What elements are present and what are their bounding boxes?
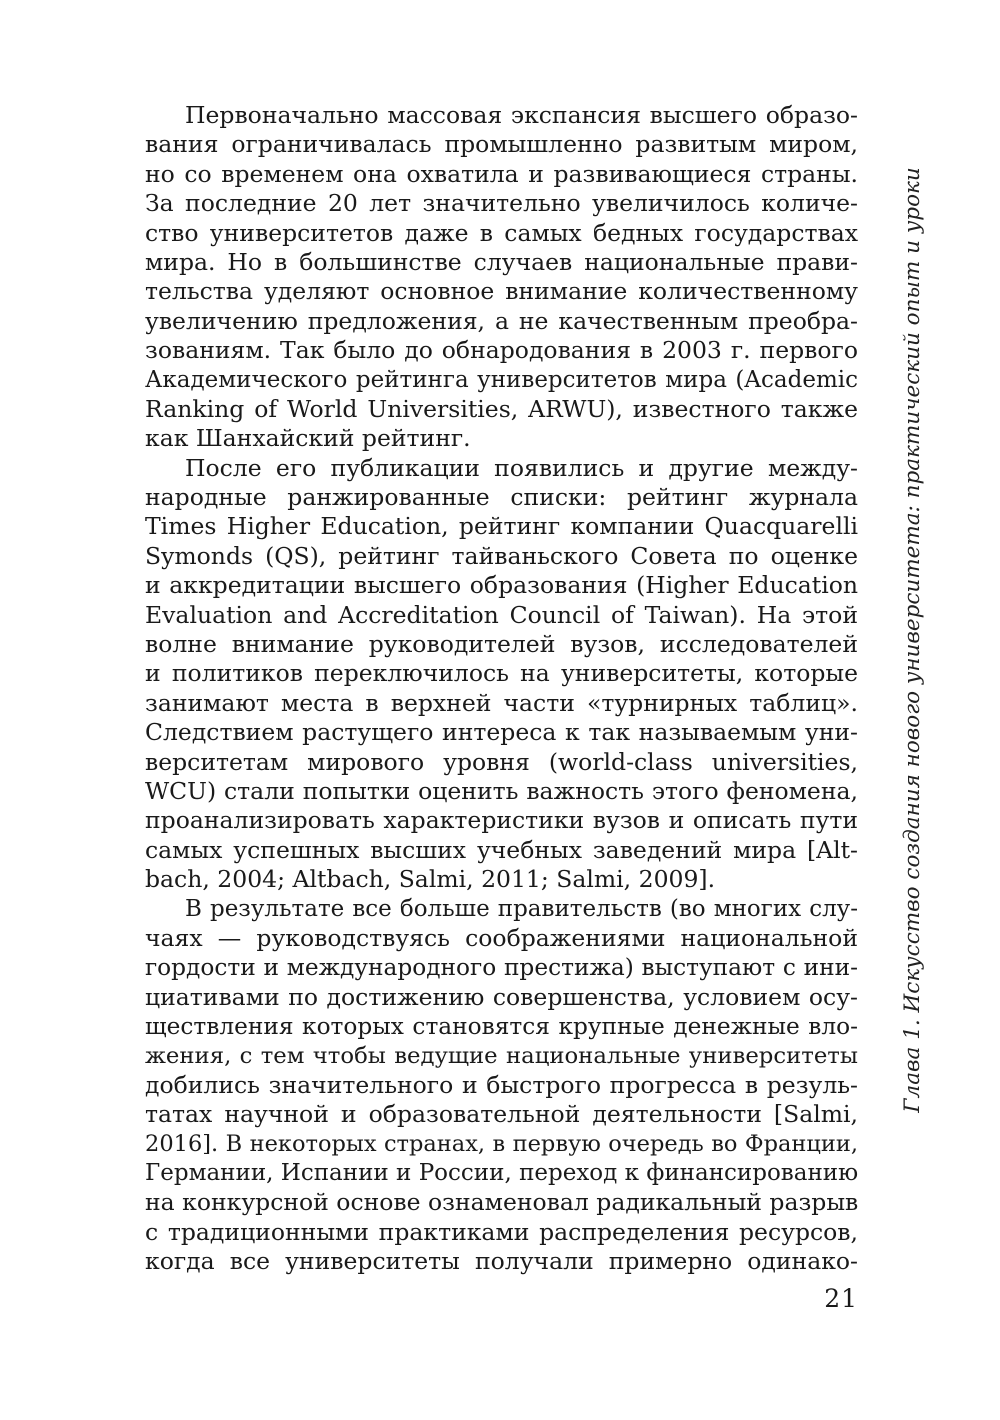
text-line: Evaluation and Accreditation Council of Taiwan). На этой <box>145 600 858 629</box>
paragraph-1 <box>145 101 858 454</box>
text-line: мира. Но в большинстве случаев национальные прави- <box>145 247 858 276</box>
text-line: Академического рейтинга университетов мира (Academic <box>145 366 858 393</box>
text-line: bach, 2004; Altbach, Salmi, 2011; Salmi, 2009]. <box>145 865 716 894</box>
text-line: За последние 20 лет значительно увеличилось количе- <box>145 189 858 218</box>
text-line: народные ранжированные списки: рейтинг журнала <box>145 483 858 512</box>
text-line: проанализировать характеристики вузов и описать пути <box>145 806 858 835</box>
text-line: на конкурсной основе ознаменовал радикальный разрыв <box>145 1188 859 1217</box>
text-line: ство университетов даже в самых бедных государствах <box>145 218 858 247</box>
body-text <box>145 101 858 1277</box>
text-line: зованиям. Так было до обнародования в 2003 г. первого <box>145 336 858 365</box>
text-line: и аккредитации высшего образования (Higher Education <box>145 571 858 600</box>
text-line: Германии, Испании и России, переход к финансированию <box>145 1160 859 1187</box>
text-line: с традиционными практиками распределения ресурсов, <box>145 1217 858 1246</box>
text-line: как Шанхайский рейтинг. <box>145 424 471 453</box>
text-line: верситетам мирового уровня (world-class universities, <box>145 747 858 776</box>
text-line: татах научной и образовательной деятельности [Salmi, <box>145 1100 858 1129</box>
text-line: 2016]. В некоторых странах, в первую очередь во Франции, <box>145 1130 858 1157</box>
text-line: Times Higher Education, рейтинг компании Quacquarelli <box>145 512 858 541</box>
text-line: чаях — руководствуясь соображениями национальной <box>145 923 858 952</box>
paragraph-3 <box>145 895 858 1277</box>
text-line: После его публикации появились и другие между- <box>185 453 858 482</box>
text-line: тельства уделяют основное внимание количественному <box>145 277 858 306</box>
text-line: Следствием растущего интереса к так называемым уни- <box>145 718 858 747</box>
text-line: занимают места в верхней части «турнирных таблиц». <box>145 688 858 717</box>
text-line: В результате все больше правительств (во многих слу- <box>185 895 858 922</box>
text-line: гордости и международного престижа) выступают с ини- <box>145 954 858 982</box>
text-line: Symonds (QS), рейтинг тайваньского Совета по оценке <box>145 541 858 570</box>
text-line: вания ограничивалась промышленно развитым миром, <box>145 130 858 159</box>
text-line: волне внимание руководителей вузов, исследователей <box>145 630 858 659</box>
running-head-text: Глава 1. Искусство создания нового университета: практический опыт и уроки <box>900 167 925 1113</box>
text-line: добились значительного и быстрого прогресса в резуль- <box>145 1070 858 1099</box>
text-line: и политиков переключилось на университеты, которые <box>145 659 858 688</box>
text-line: увеличению предложения, а не качественным преобра- <box>145 306 858 335</box>
text-line: ществления которых становятся крупные денежные вло- <box>145 1013 858 1041</box>
text-line: но со временем она охватила и развивающиеся страны. <box>145 159 858 188</box>
text-line: WCU) стали попытки оценить важность этого феномена, <box>145 776 858 805</box>
paragraph-2 <box>145 454 858 895</box>
text-line: циативами по достижению совершенства, условием осу- <box>145 982 858 1011</box>
text-line: жения, с тем чтобы ведущие национальные университеты <box>145 1042 858 1069</box>
text-line: Первоначально массовая экспансия высшего образо- <box>185 101 858 129</box>
text-line: самых успешных высших учебных заведений мира [Alt- <box>145 835 858 864</box>
page-number: 21 <box>824 1284 858 1313</box>
text-line: Ranking of World Universities, ARWU), известного также <box>145 394 858 423</box>
text-line: когда все университеты получали примерно одинако- <box>145 1247 858 1276</box>
